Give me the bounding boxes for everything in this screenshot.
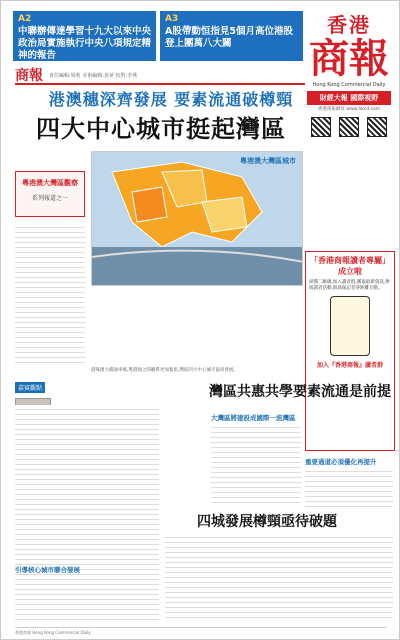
ad-title: 「香港商報讀者專屬」成立啦 [310, 256, 390, 276]
masthead-note: 香港商報網址 www.hkcd.com [317, 107, 381, 112]
main-headline: 四大中心城市挺起灣區 [36, 115, 286, 143]
ad-body: 掃描二維碼,加入讀者群,獲取最新資訊,參與讀者活動,與商報記者零距離互動。 [309, 280, 390, 291]
series-title: 粵港澳大灣區觀察 [22, 179, 78, 187]
series-badge [15, 171, 85, 217]
body-text-column [211, 423, 301, 503]
body-text-column [15, 223, 85, 363]
masthead-name-top: 香港 [327, 13, 371, 37]
kicker-headline: 港澳穗深齊發展 要素流通破樽頸 [48, 90, 294, 109]
minihead: 引導核心城市聯合發展 [15, 566, 80, 574]
sub-headline: 灣區共惠共學要素流通是前提 [209, 384, 391, 400]
author-label: 嘉賓觀點 [15, 382, 45, 393]
masthead-logo: 商報 [309, 35, 389, 82]
promo-headline: A股帶動恒指見5個月高位港股登上團萬八大關 [165, 26, 293, 49]
promo-page-number: A2 [18, 14, 32, 24]
body-text-column [305, 467, 393, 507]
promo-a2[interactable] [13, 11, 156, 61]
map-label: 粵港澳大灣區城市 [240, 157, 296, 165]
qr-code-row [307, 117, 391, 137]
section-strip [15, 67, 305, 85]
body-text-column [15, 405, 159, 620]
bay-area-map [91, 151, 303, 286]
series-subtitle: 系列報道之一 [31, 195, 68, 202]
photo-caption: 港珠澳大橋通車後,粵港澳之間聯系更加緊密,灣區四大中心城市協同發展。 [91, 368, 238, 373]
sub-headline-2: 四城發展樽頸亟待破題 [197, 514, 337, 530]
qr-code-icon[interactable] [339, 117, 359, 137]
map-illustration [92, 152, 303, 286]
masthead-edition: 財經大報 國際視野 [307, 91, 391, 105]
promo-a3[interactable] [160, 11, 303, 61]
ad-cta[interactable]: 加入『香港商報』讀者群 [316, 362, 383, 369]
phone-icon [330, 296, 370, 356]
reader-group-ad[interactable] [305, 251, 395, 451]
qr-code-icon[interactable] [311, 117, 331, 137]
promo-page-number: A3 [165, 14, 179, 24]
masthead-english: Hong Kong Commercial Daily [312, 82, 386, 88]
promo-headline: 中聯辦傳達學習十九大以來中央政治局實施執行中央八項規定精神的報告 [18, 26, 152, 61]
promo-strip [13, 11, 303, 61]
minihead: 大灣區將建設成國際一流灣區 [211, 414, 296, 422]
footer: 香港商報 Hong Kong Commercial Daily [15, 627, 387, 636]
section-name: 商報 [15, 68, 43, 84]
qr-code-icon[interactable] [367, 117, 387, 137]
masthead [307, 9, 391, 129]
body-text-column [165, 533, 393, 621]
section-meta: 責任編輯:梁莉 美術編輯:黃夢 校對:李燕 [49, 72, 138, 79]
minihead: 重要通道必須優化再提升 [305, 458, 377, 466]
